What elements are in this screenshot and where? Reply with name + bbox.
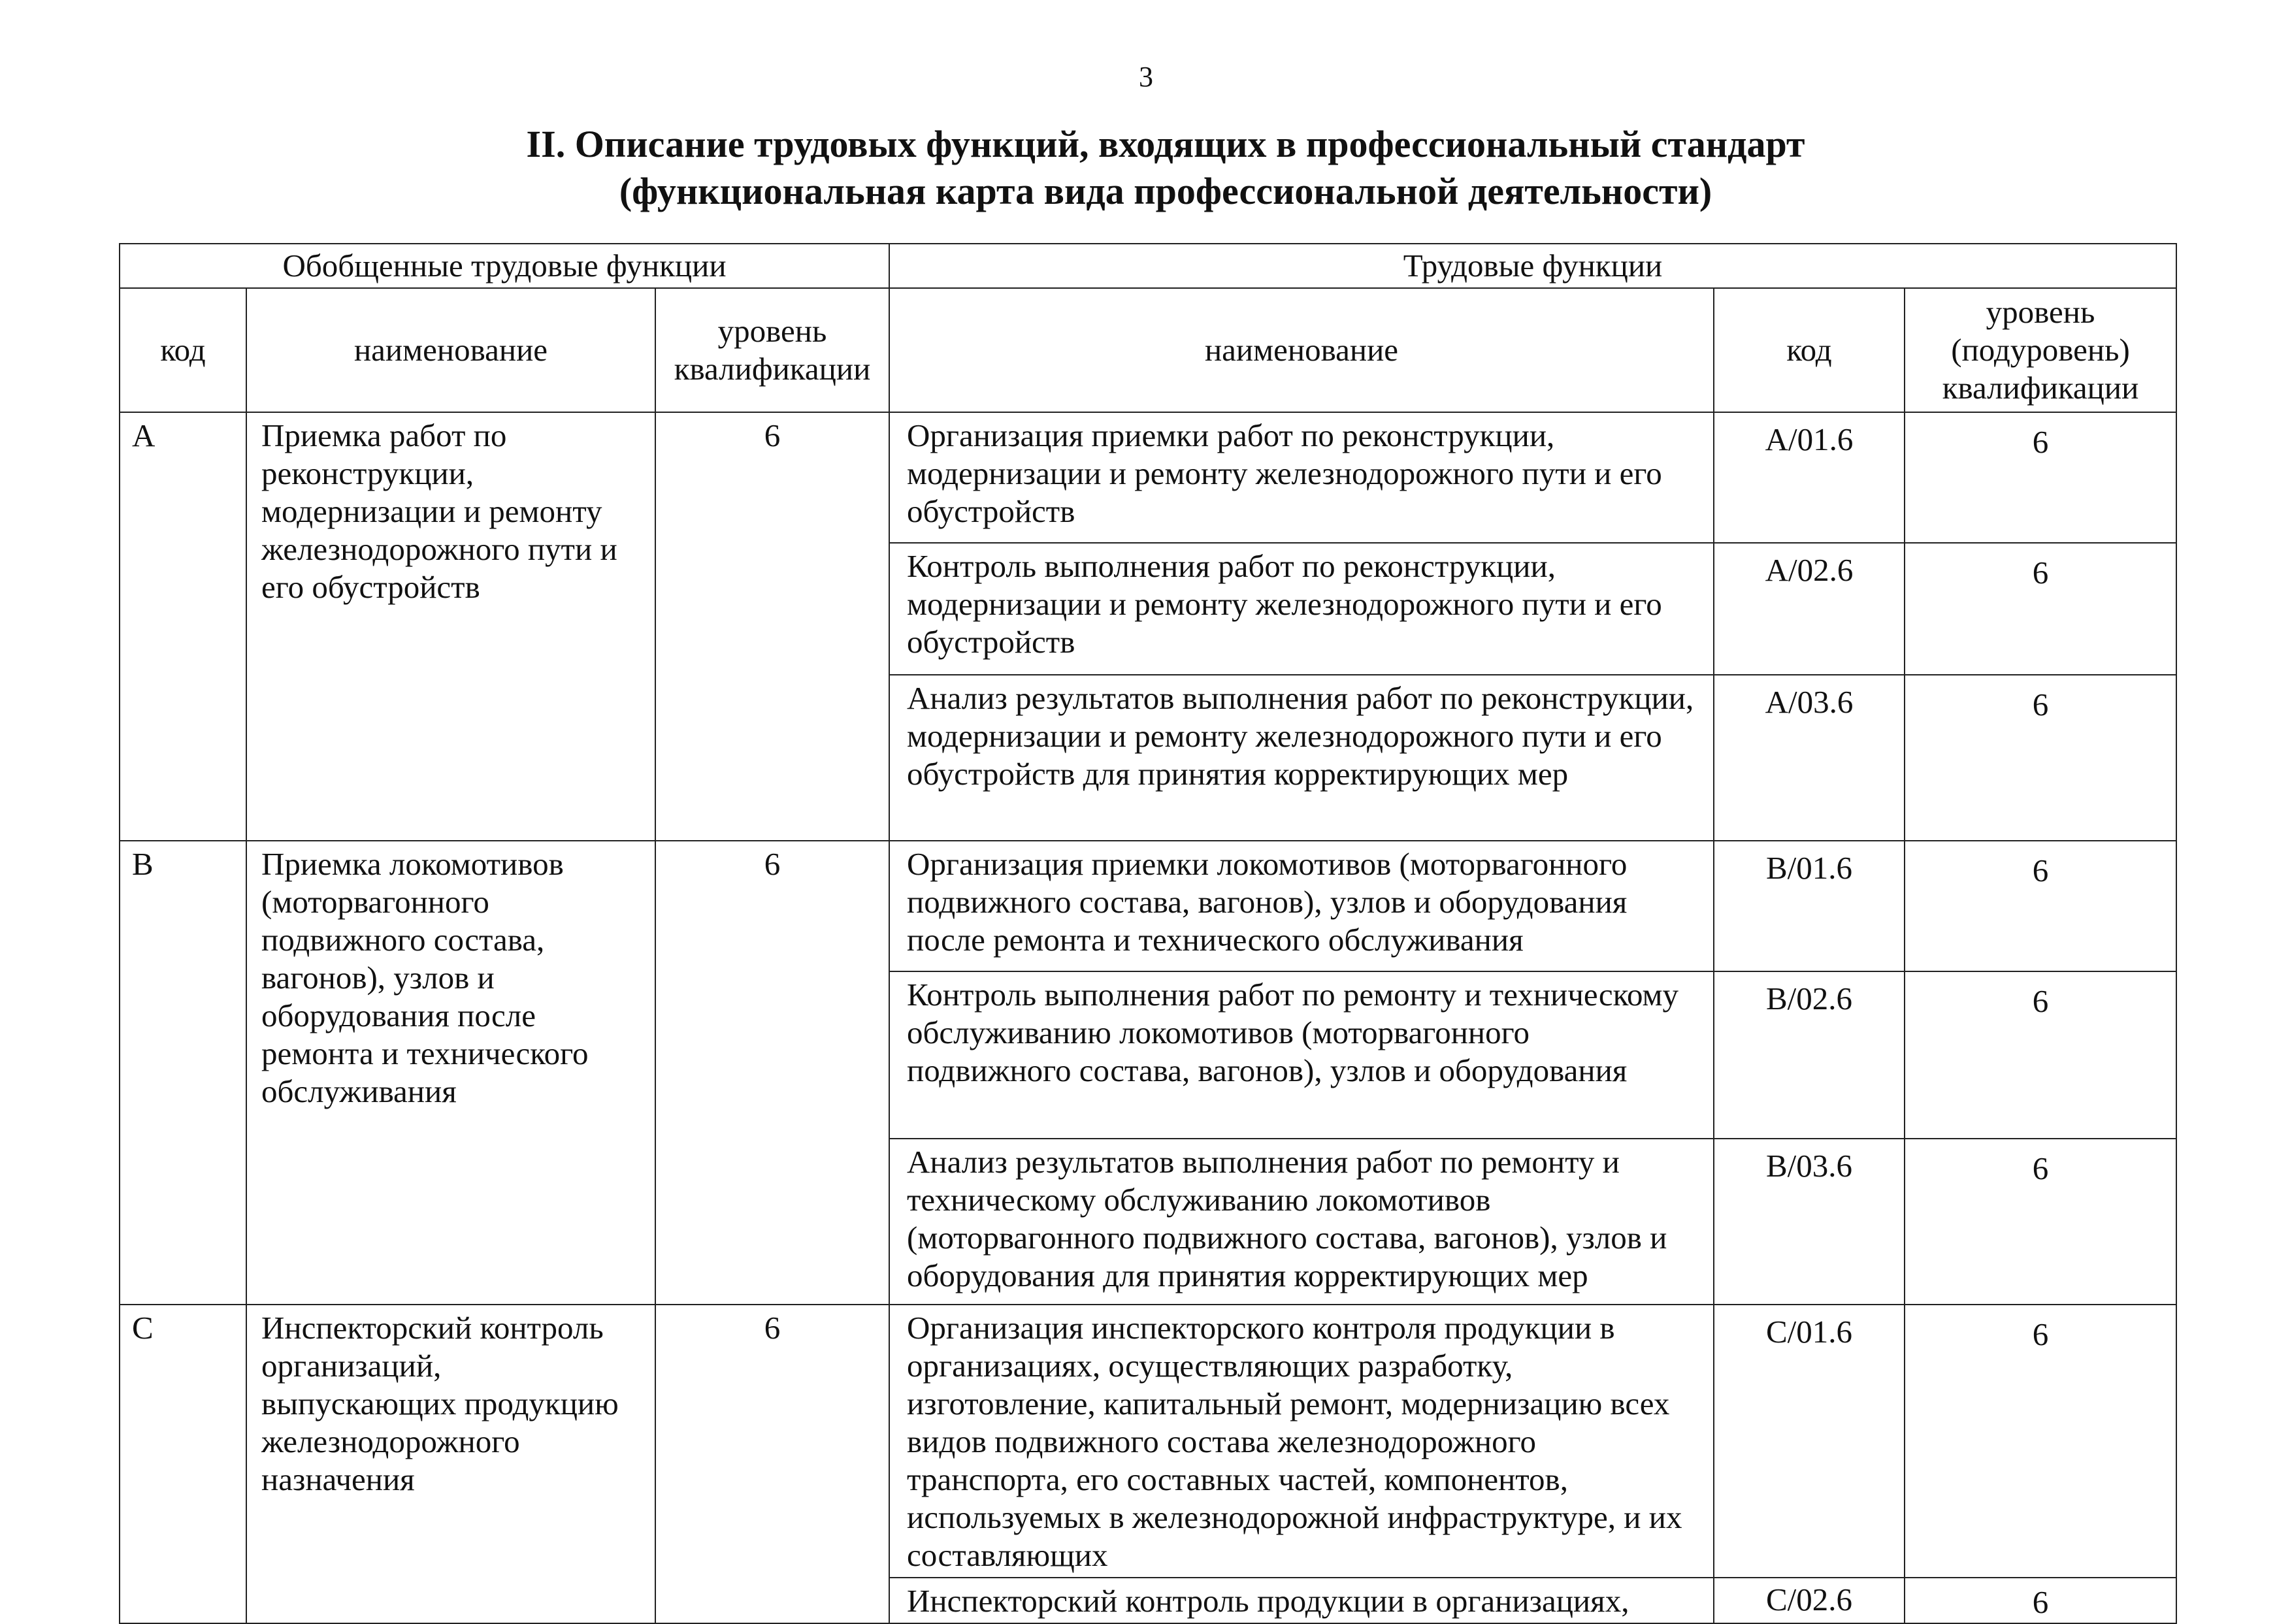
labor-function-code: C/01.6 xyxy=(1714,1305,1905,1578)
labor-function-name: Анализ результатов выполнения работ по ремонту и техническому обслуживанию локомотивов (моторвагонного подвижного состава, вагонов), узлов и оборудования для принятия корректирующих мер xyxy=(889,1139,1714,1305)
group-header-row xyxy=(120,244,2176,288)
header-function-code: код xyxy=(1714,288,1905,412)
table-row xyxy=(120,412,2176,543)
labor-function-name: Организация приемки локомотивов (моторвагонного подвижного состава, вагонов), узлов и оборудования после ремонта и технического обслуживания xyxy=(889,841,1714,971)
generalized-function-level: 6 xyxy=(655,841,889,1305)
header-name: наименование xyxy=(246,288,655,412)
labor-function-name: Организация приемки работ по реконструкции, модернизации и ремонту железнодорожного пути и его обустройств xyxy=(889,412,1714,543)
labor-function-code: A/02.6 xyxy=(1714,543,1905,675)
labor-function-level: 6 xyxy=(1905,841,2176,971)
labor-function-code: B/01.6 xyxy=(1714,841,1905,971)
labor-function-name: Инспекторский контроль продукции в организациях, xyxy=(889,1578,1714,1623)
header-level: уровень квалификации xyxy=(655,288,889,412)
labor-function-level: 6 xyxy=(1905,1305,2176,1578)
header-function-level: уровень (подуровень) квалификации xyxy=(1905,288,2176,412)
generalized-function-level: 6 xyxy=(655,412,889,841)
labor-function-name: Анализ результатов выполнения работ по реконструкции, модернизации и ремонту железнодорожного пути и его обустройств для принятия корректирующих мер xyxy=(889,675,1714,841)
generalized-function-code: C xyxy=(120,1305,246,1623)
labor-function-code: A/03.6 xyxy=(1714,675,1905,841)
labor-function-name: Контроль выполнения работ по реконструкции, модернизации и ремонту железнодорожного пути и его обустройств xyxy=(889,543,1714,675)
generalized-function-name: Инспекторский контроль организаций, выпускающих продукцию железнодорожного назначения xyxy=(246,1305,655,1623)
labor-function-code: B/02.6 xyxy=(1714,971,1905,1139)
labor-function-level: 6 xyxy=(1905,1139,2176,1305)
section-title-line-1: II. Описание трудовых функций, входящих в профессиональный стандарт xyxy=(526,123,1805,165)
header-labor-functions: Трудовые функции xyxy=(889,244,2176,288)
generalized-function-name: Приемка локомотивов (моторвагонного подвижного состава, вагонов), узлов и оборудования после ремонта и технического обслуживания xyxy=(246,841,655,1305)
labor-function-name: Контроль выполнения работ по ремонту и техническому обслуживанию локомотивов (моторвагонного подвижного состава, вагонов), узлов и оборудования xyxy=(889,971,1714,1139)
section-title xyxy=(0,121,2292,215)
header-generalized-functions: Обобщенные трудовые функции xyxy=(120,244,889,288)
table-row xyxy=(120,1305,2176,1578)
generalized-function-level: 6 xyxy=(655,1305,889,1623)
labor-function-level: 6 xyxy=(1905,675,2176,841)
functional-map-table xyxy=(119,243,2177,1624)
header-code: код xyxy=(120,288,246,412)
labor-function-level: 6 xyxy=(1905,971,2176,1139)
labor-function-code: C/02.6 xyxy=(1714,1578,1905,1623)
generalized-function-code: B xyxy=(120,841,246,1305)
labor-function-name: Организация инспекторского контроля продукции в организациях, осуществляющих разработку, изготовление, капитальный ремонт, модернизацию всех видов подвижного состава железнодорожного транспорта, его составных частей, компонентов, используемых в железнодорожной инфраструктуре, и их составляющих xyxy=(889,1305,1714,1578)
labor-function-code: A/01.6 xyxy=(1714,412,1905,543)
labor-function-level: 6 xyxy=(1905,543,2176,675)
column-header-row xyxy=(120,288,2176,412)
header-function-name: наименование xyxy=(889,288,1714,412)
labor-function-code: B/03.6 xyxy=(1714,1139,1905,1305)
section-title-line-2: (функциональная карта вида профессиональной деятельности) xyxy=(619,170,1712,212)
generalized-function-code: A xyxy=(120,412,246,841)
labor-function-level: 6 xyxy=(1905,412,2176,543)
generalized-function-name: Приемка работ по реконструкции, модернизации и ремонту железнодорожного пути и его обустройств xyxy=(246,412,655,841)
table-row xyxy=(120,841,2176,971)
labor-function-level: 6 xyxy=(1905,1578,2176,1623)
page-number: 3 xyxy=(1139,61,1153,93)
